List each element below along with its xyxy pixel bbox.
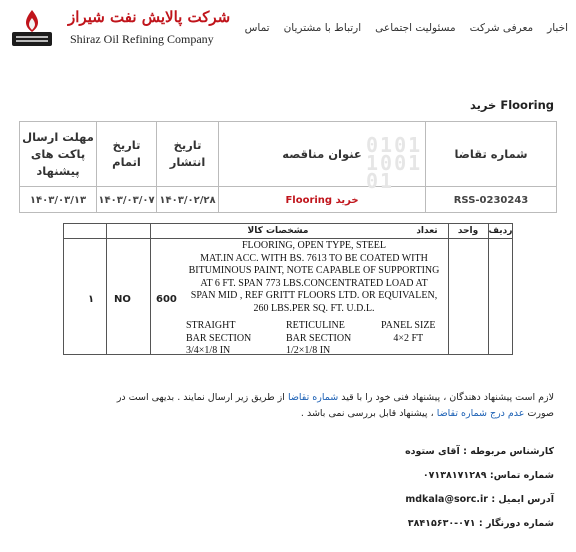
background-pattern: 0101 1001 01 (366, 133, 423, 193)
spec-grid-text: 3/4×1/8 IN (186, 345, 231, 357)
unit-value: NO (114, 294, 131, 305)
contact-value: آقای ستوده (405, 446, 460, 457)
spec-grid-text: STRAIGHT (186, 320, 236, 331)
col-publish-date (156, 122, 218, 212)
note-text: از طریق زیر ارسال نمایند . بدیهی است در (116, 392, 285, 403)
divider (106, 224, 107, 354)
deadline-value: ۱۴۰۳/۰۳/۱۳ (29, 194, 87, 206)
contact-label: کارشناس مربوطه : (463, 446, 554, 457)
contact-fax (408, 518, 554, 529)
row-no-value: ۱ (88, 294, 95, 305)
col-deadline (20, 122, 96, 212)
spec-line: 260 LBS.PER SQ. FT. U.D.L. (253, 302, 375, 314)
contact-expert (405, 446, 554, 457)
end-date-value: ۱۴۰۳/۰۳/۰۷ (98, 194, 155, 206)
note-text: ، پیشنهاد قابل بررسی نمی باشد . (300, 408, 434, 419)
spec-line: SPAN MID , REF GRITT FLOORS LTD. OR EQUIVALEN, (190, 290, 438, 302)
spec-description (174, 240, 454, 316)
refinery-flame-icon (10, 6, 54, 50)
spec-line: AT 6 FT. SPAN 773 LBS.CONCENTRATED LOAD AT (200, 277, 428, 289)
item-table (63, 223, 513, 355)
nav-item-contact[interactable]: تماس (244, 22, 270, 34)
note-text: لازم است پیشنهاد دهندگان ، پیشنهاد فنی خود را با قید (341, 392, 554, 403)
title-value: Flooring خرید (285, 194, 359, 206)
note-line-1 (117, 392, 554, 403)
company-logo[interactable] (8, 4, 231, 54)
contact-phone (423, 470, 554, 481)
spec-grid-text: BAR SECTION (286, 332, 352, 344)
header-qty: تعداد (416, 226, 438, 236)
header-end-date: تاریخ اتمام (112, 138, 141, 169)
email-link[interactable]: mdkala@sorc.ir (405, 494, 488, 505)
publish-date-value: ۱۴۰۳/۰۲/۲۸ (159, 194, 216, 206)
spec-line: FLOORING, OPEN TYPE, STEEL (242, 240, 386, 251)
header-publish-date: تاریخ انتشار (169, 138, 206, 169)
request-no-value: RSS-0230243 (453, 194, 529, 206)
spec-grid-col-1 (186, 320, 251, 358)
nav-item-about[interactable]: معرفی شرکت (469, 22, 534, 34)
nav-item-social-responsibility[interactable]: مسئولیت اجتماعی (375, 22, 456, 34)
spec-line: BITUMINOUS PAINT, NOTE CAPABLE OF SUPPORTING (188, 265, 440, 277)
note-highlight: عدم درج شماره تقاضا (436, 408, 525, 419)
header-spec: مشخصات کالا (247, 226, 309, 236)
company-name-fa: شرکت پالایش نفت شیراز (68, 8, 231, 26)
tender-table (19, 121, 557, 213)
spec-grid-text: 1/2×1/8 IN (286, 345, 331, 357)
spec-grid-col-2 (286, 320, 351, 358)
main-nav (245, 22, 568, 34)
spec-grid-text: RETICULINE (286, 320, 345, 331)
divider (488, 224, 489, 354)
header-request-no: شماره تقاضا (454, 146, 528, 161)
nav-item-customer-relations[interactable]: ارتباط با مشتریان (283, 22, 362, 34)
contact-label: شماره دورنگار : (478, 518, 554, 529)
contact-label: آدرس ایمیل : (491, 494, 554, 505)
spec-grid-col-3 (381, 320, 436, 345)
qty-value: 600 (156, 294, 177, 305)
note-line-2 (301, 408, 554, 419)
spec-line: MAT.IN ACC. WITH BS. 7613 TO BE COATED WITH (200, 252, 428, 264)
header-deadline: مهلت ارسال پاکت های پیشنهاد (22, 129, 94, 178)
divider (150, 224, 151, 354)
col-request-no (366, 122, 556, 212)
spec-grid-text: PANEL SIZE (381, 320, 436, 331)
header-unit: واحد (457, 226, 479, 236)
header-row-no: ردیف (488, 226, 513, 236)
spec-grid-text: BAR SECTION (186, 332, 252, 344)
contact-value: ۰۷۱۳۸۱۷۱۲۸۹ (422, 470, 487, 481)
spec-grid-text: 4×2 FT (393, 332, 424, 344)
contact-value: ۰۷۱-۳۸۴۱۵۶۳۰ (407, 518, 476, 529)
page-title: Flooring خرید (469, 98, 554, 112)
contact-label: شماره تماس: (489, 470, 554, 481)
col-title (218, 122, 425, 212)
header-title: عنوان مناقصه (282, 146, 362, 161)
note-highlight: شماره تقاضا (287, 392, 339, 403)
nav-item-news[interactable]: اخبار (547, 22, 568, 34)
col-end-date (96, 122, 156, 212)
contact-email (405, 494, 554, 505)
company-name-en: Shiraz Oil Refining Company (70, 32, 214, 46)
note-text: صورت (527, 408, 554, 419)
